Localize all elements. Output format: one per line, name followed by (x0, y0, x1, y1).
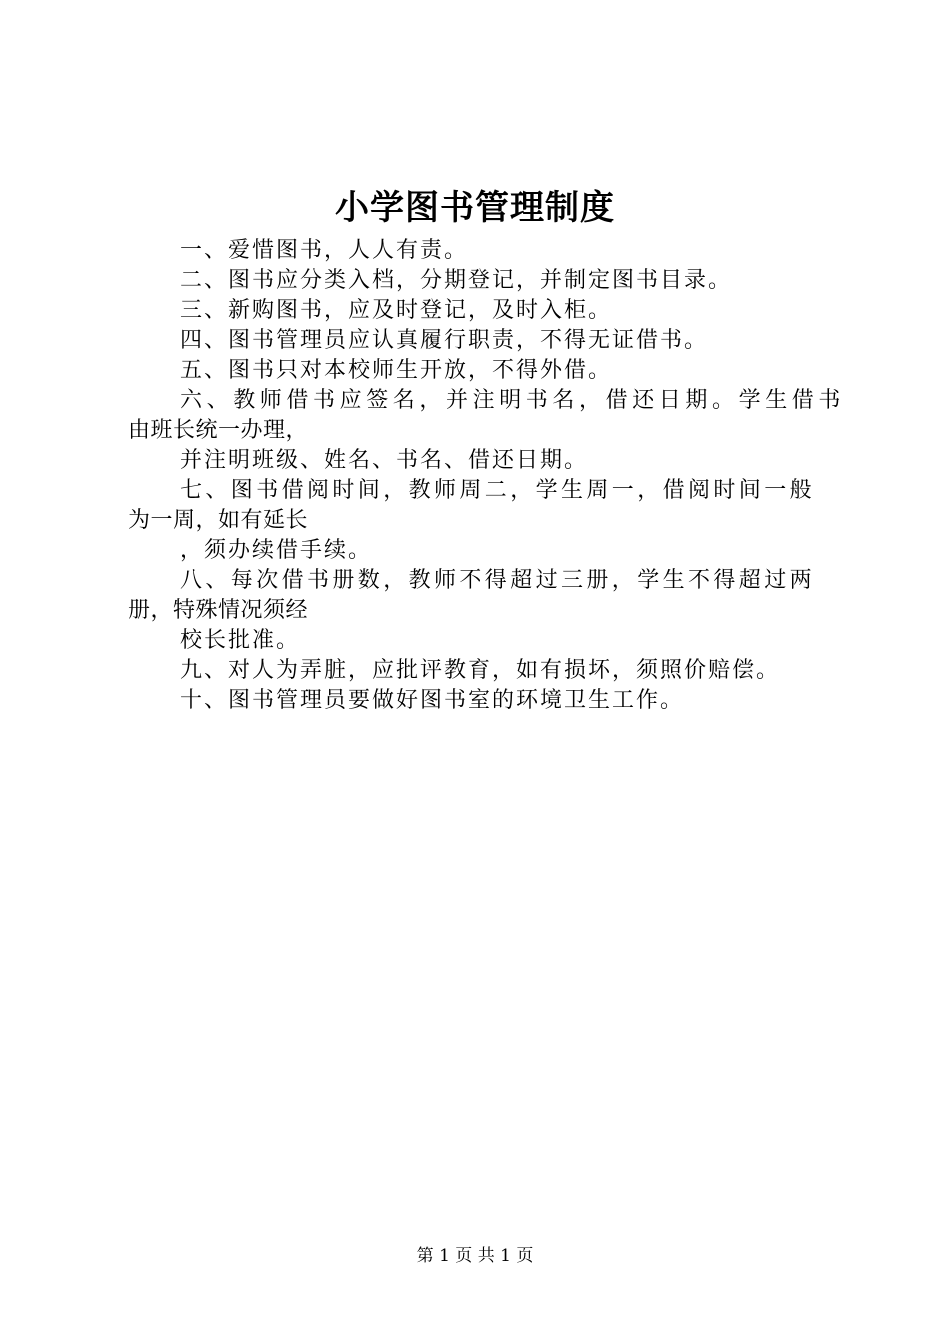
rule-line-4: 四、图书管理员应认真履行职责，不得无证借书。 (180, 328, 709, 353)
rule-line-7: 七、图书借阅时间，教师周二，学生周一，借阅时间一般 (180, 478, 816, 503)
document-body (128, 236, 846, 716)
rule-line-10: 十、图书管理员要做好图书室的环境卫生工作。 (180, 688, 685, 713)
rule-line-8: 八、每次借书册数，教师不得超过三册，学生不得超过两 (180, 568, 816, 593)
rule-line-8-continued-2: 校长批准。 (180, 628, 301, 653)
rule-line-5: 五、图书只对本校师生开放，不得外借。 (180, 358, 613, 383)
rule-line-6: 六、教师借书应签名，并注明书名，借还日期。学生借书 (180, 388, 846, 413)
rule-line-7-continued-2: ，须办续借手续。 (180, 538, 373, 563)
rule-line-6-continued: 由班长统一办理， (128, 418, 309, 443)
rule-line-9: 九、对人为弄脏，应批评教育，如有损坏，须照价赔偿。 (180, 658, 781, 683)
rule-line-3: 三、新购图书，应及时登记，及时入柜。 (180, 298, 613, 323)
rule-line-8-continued: 册，特殊情况须经 (128, 598, 309, 623)
rule-line-7-continued: 为一周，如有延长 (128, 508, 309, 533)
page-footer: 第 1 页 共 1 页 (416, 1246, 534, 1266)
rule-line-2: 二、图书应分类入档，分期登记，并制定图书目录。 (180, 268, 733, 293)
rule-line-6-continued-2: 并注明班级、姓名、书名、借还日期。 (180, 448, 589, 473)
document-title: 小学图书管理制度 (335, 188, 615, 228)
rule-line-1: 一、爱惜图书，人人有责。 (180, 238, 469, 263)
